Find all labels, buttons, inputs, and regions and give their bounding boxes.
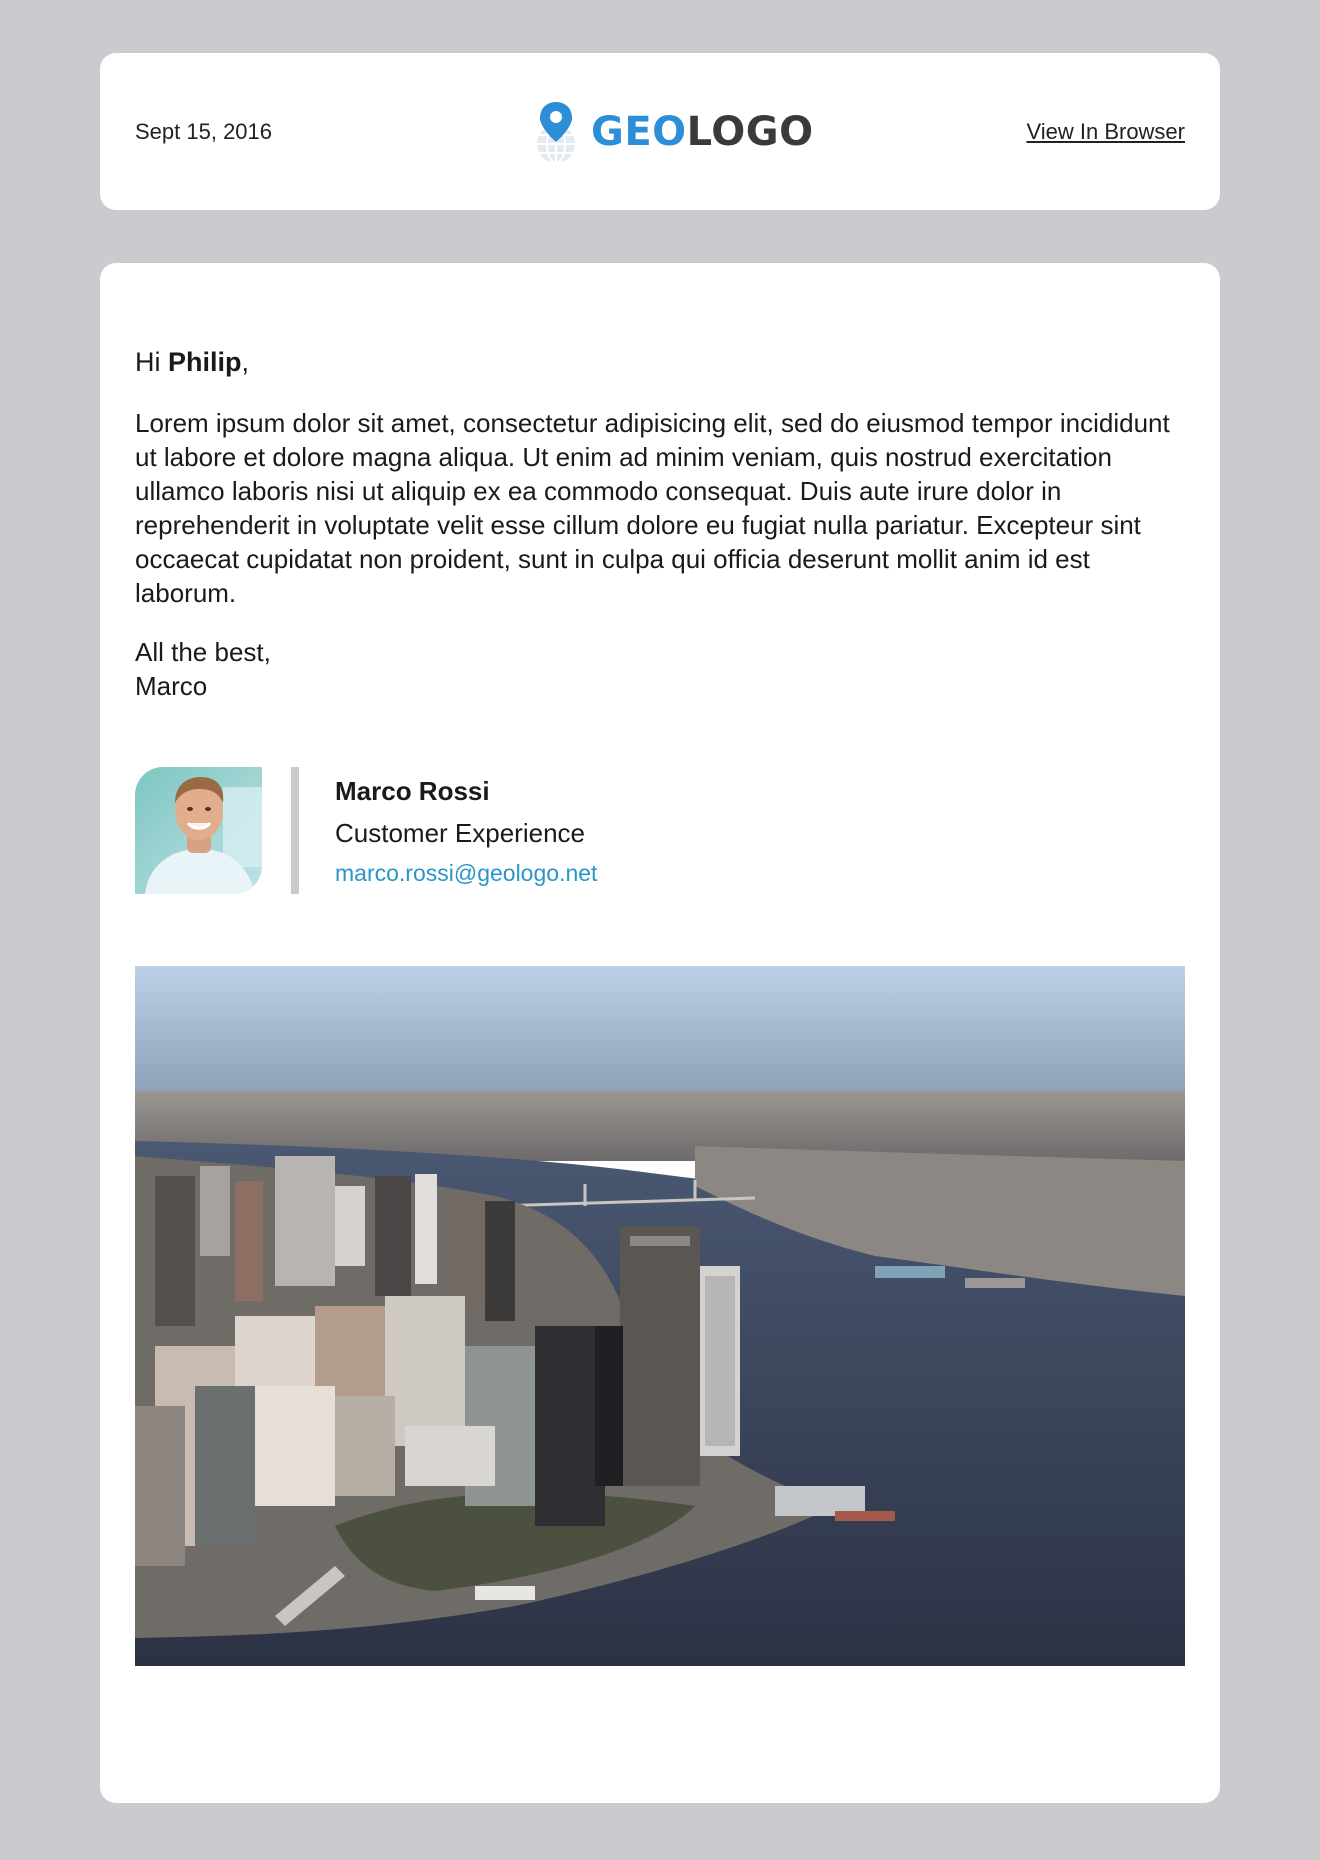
- signature-email-link[interactable]: marco.rossi@geologo.net: [335, 860, 598, 886]
- email-date: Sept 15, 2016: [135, 118, 273, 144]
- avatar: [135, 767, 262, 894]
- city-skyline-image: [135, 966, 1185, 1666]
- logo-text-geo: GEO: [591, 109, 687, 155]
- email-body-card: [100, 263, 1220, 1803]
- recipient-name: Philip: [168, 347, 242, 377]
- closing-line: All the best,: [135, 637, 271, 667]
- logo-text-logo: LOGO: [686, 109, 814, 155]
- greeting: [135, 345, 249, 379]
- signature-role: Customer Experience: [335, 818, 585, 848]
- sign-off: [135, 635, 271, 703]
- signature-name: Marco Rossi: [335, 776, 490, 806]
- brand-logo: [533, 97, 814, 167]
- view-in-browser-link[interactable]: View In Browser: [1026, 118, 1185, 144]
- greeting-suffix: ,: [241, 347, 250, 377]
- message-body: Lorem ipsum dolor sit amet, consectetur adipisicing elit, sed do eiusmod tempor incididunt ut labore et dolore magna aliqua. Ut enim ad minim veniam, quis nostrud exercitation ullamco laboris nisi ut aliquip ex ea commodo consequat. Duis aute irure dolor in reprehenderit in voluptate velit esse cillum dolore eu fugiat nulla pariatur. Excepteur sint occaecat cupidatat non proident, sunt in culpa qui officia deserunt mollit anim id est laborum.: [135, 408, 1170, 608]
- signature-divider: [291, 767, 299, 894]
- map-pin-globe-icon: [533, 100, 579, 164]
- brand-logo-text: [591, 109, 814, 155]
- sender-first-name: Marco: [135, 671, 208, 701]
- greeting-prefix: Hi: [135, 347, 168, 377]
- email-header: [100, 53, 1220, 210]
